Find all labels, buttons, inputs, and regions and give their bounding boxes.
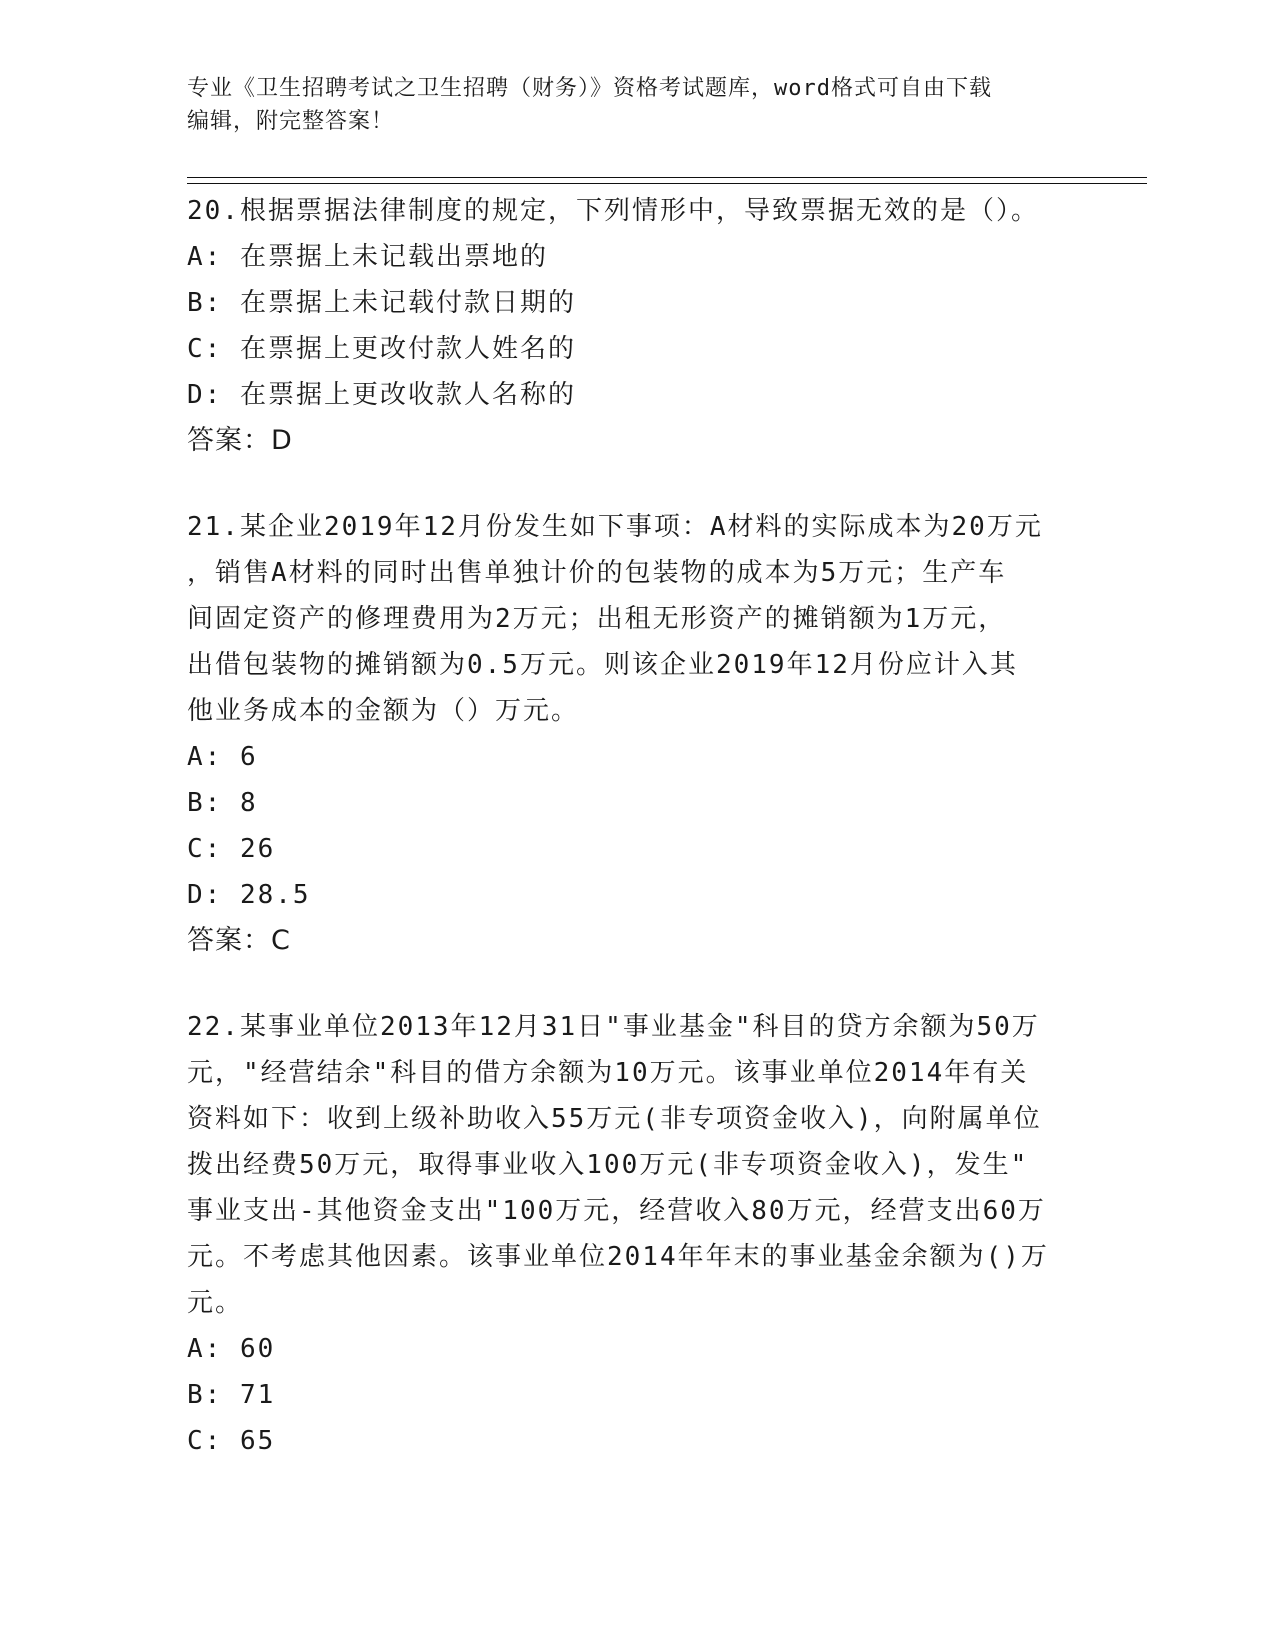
option-c: C: 26 — [187, 834, 276, 864]
question-stem-line: 事业支出-其他资金支出"100万元，经营收入80万元，经营支出60万 — [187, 1196, 1046, 1226]
question-stem-line: 他业务成本的金额为（）万元。 — [187, 696, 580, 726]
question-stem-line: 出借包装物的摊销额为0.5万元。则该企业2019年12月份应计入其 — [187, 650, 1018, 680]
option-d: D: 在票据上更改收款人名称的 — [187, 380, 576, 410]
option-c: C: 在票据上更改付款人姓名的 — [187, 334, 576, 364]
option-c: C: 65 — [187, 1426, 276, 1456]
header-line-2: 编辑，附完整答案！ — [187, 109, 395, 134]
option-a: A: 6 — [187, 742, 258, 772]
option-b: B: 在票据上未记载付款日期的 — [187, 288, 576, 318]
question-stem-line: 拨出经费50万元，取得事业收入100万元(非专项资金收入)，发生" — [187, 1150, 1029, 1180]
question-20 — [187, 188, 1087, 464]
option-a: A: 在票据上未记载出票地的 — [187, 242, 548, 272]
question-list — [187, 188, 1087, 1504]
answer: 答案：D — [187, 425, 293, 456]
question-stem-line: 21.某企业2019年12月份发生如下事项：A材料的实际成本为20万元 — [187, 512, 1043, 542]
option-d: D: 28.5 — [187, 880, 311, 910]
question-stem-line: 20.根据票据法律制度的规定，下列情形中，导致票据无效的是（）。 — [187, 196, 1039, 226]
option-b: B: 8 — [187, 788, 258, 818]
answer: 答案：C — [187, 925, 291, 956]
header-divider-bottom — [187, 183, 1147, 184]
question-stem-line: 元，"经营结余"科目的借方余额为10万元。该事业单位2014年有关 — [187, 1058, 1029, 1088]
header-line-1: 专业《卫生招聘考试之卫生招聘（财务）》资格考试题库，word格式可自由下载 — [187, 76, 992, 101]
question-stem-line: 22.某事业单位2013年12月31日"事业基金"科目的贷方余额为50万 — [187, 1012, 1040, 1042]
document-header — [187, 72, 1067, 138]
option-b: B: 71 — [187, 1380, 276, 1410]
question-stem-line: 元。不考虑其他因素。该事业单位2014年年末的事业基金余额为()万 — [187, 1242, 1049, 1272]
question-21 — [187, 504, 1087, 964]
option-a: A: 60 — [187, 1334, 276, 1364]
question-stem-line: 元。 — [187, 1288, 244, 1318]
header-divider-top — [187, 177, 1147, 178]
question-stem-line: 间固定资产的修理费用为2万元；出租无形资产的摊销额为1万元， — [187, 604, 1007, 634]
question-stem-line: 资料如下：收到上级补助收入55万元(非专项资金收入)，向附属单位 — [187, 1104, 1042, 1134]
question-stem-line: ，销售A材料的同时出售单独计价的包装物的成本为5万元；生产车 — [187, 558, 1007, 588]
question-22 — [187, 1004, 1087, 1464]
